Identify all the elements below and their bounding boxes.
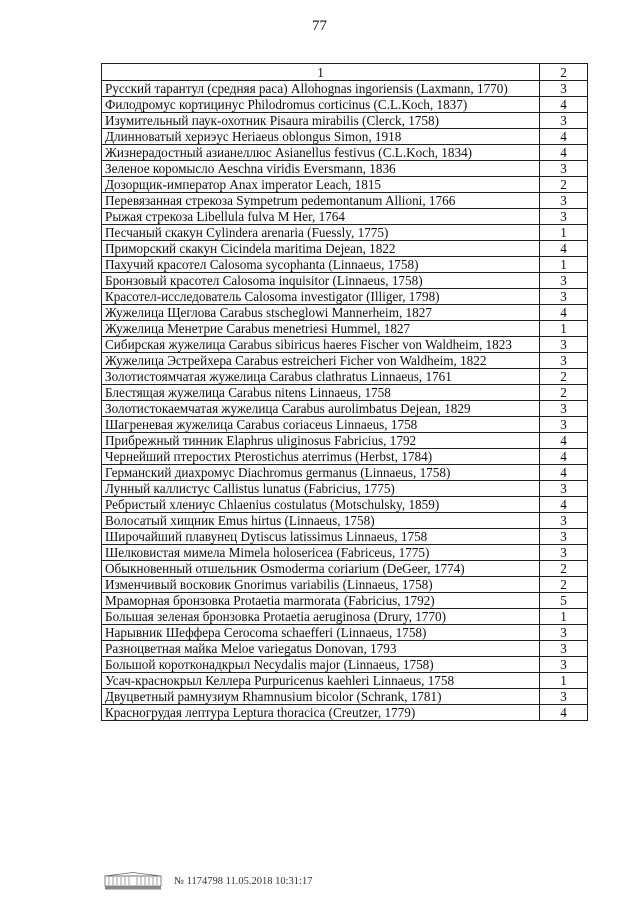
- category-cell: 1: [540, 225, 588, 241]
- category-cell: 3: [540, 353, 588, 369]
- document-stamp: № 1174798 11.05.2018 10:31:17: [174, 875, 313, 887]
- species-name-cell: Изменчивый восковик Gnorimus variabilis (Linnaeus, 1758): [102, 577, 540, 593]
- species-name-cell: Бронзовый красотел Calosoma inquisitor (Linnaeus, 1758): [102, 273, 540, 289]
- table-row: [102, 177, 588, 193]
- table-row: [102, 145, 588, 161]
- category-cell: 3: [540, 625, 588, 641]
- table-row: [102, 161, 588, 177]
- table-row: [102, 305, 588, 321]
- category-cell: 3: [540, 193, 588, 209]
- species-name-cell: Германский диахромус Diachromus germanus (Linnaeus, 1758): [102, 465, 540, 481]
- species-name-cell: Разноцветная майка Meloe variegatus Donovan, 1793: [102, 641, 540, 657]
- table-row: [102, 241, 588, 257]
- species-name-cell: Филодромус кортицинус Philodromus corticinus (C.L.Koch, 1837): [102, 97, 540, 113]
- table-row: [102, 433, 588, 449]
- species-name-cell: Золотистокаемчатая жужелица Carabus aurolimbatus Dejean, 1829: [102, 401, 540, 417]
- species-name-cell: Зеленое коромысло Aeschna viridis Eversmann, 1836: [102, 161, 540, 177]
- table-row: [102, 577, 588, 593]
- species-name-cell: Изумительный паук-охотник Pisaura mirabilis (Clerck, 1758): [102, 113, 540, 129]
- table-row: [102, 513, 588, 529]
- category-cell: 4: [540, 129, 588, 145]
- species-name-cell: Большой коротконадкрыл Necydalis major (Linnaeus, 1758): [102, 657, 540, 673]
- category-cell: 3: [540, 289, 588, 305]
- table-row: [102, 689, 588, 705]
- species-table: [101, 63, 588, 721]
- category-cell: 1: [540, 609, 588, 625]
- table-row: [102, 497, 588, 513]
- category-cell: 5: [540, 593, 588, 609]
- category-cell: 2: [540, 177, 588, 193]
- category-cell: 2: [540, 561, 588, 577]
- species-name-cell: Русский тарантул (средняя раса) Allohognas ingoriensis (Laxmann, 1770): [102, 81, 540, 97]
- table-row: [102, 273, 588, 289]
- species-name-cell: Нарывник Шеффера Cerocoma schaefferi (Linnaeus, 1758): [102, 625, 540, 641]
- government-building-icon: [104, 872, 162, 890]
- species-name-cell: Обыкновенный отшельник Osmoderma coriarium (DeGeer, 1774): [102, 561, 540, 577]
- category-cell: 3: [540, 545, 588, 561]
- table-row: [102, 673, 588, 689]
- category-cell: 4: [540, 433, 588, 449]
- species-name-cell: Сибирская жужелица Carabus sibiricus haeres Fischer von Waldheim, 1823: [102, 337, 540, 353]
- category-cell: 3: [540, 401, 588, 417]
- species-name-cell: Красотел-исследователь Calosoma investigator (Illiger, 1798): [102, 289, 540, 305]
- species-name-cell: Блестящая жужелица Carabus nitens Linnaeus, 1758: [102, 385, 540, 401]
- category-cell: 2: [540, 577, 588, 593]
- category-cell: 4: [540, 497, 588, 513]
- category-cell: 2: [540, 369, 588, 385]
- category-cell: 3: [540, 161, 588, 177]
- table-row: [102, 465, 588, 481]
- table-row: [102, 417, 588, 433]
- footer: [104, 871, 312, 891]
- category-cell: 3: [540, 513, 588, 529]
- category-cell: 3: [540, 417, 588, 433]
- category-cell: 4: [540, 241, 588, 257]
- table-row: [102, 657, 588, 673]
- category-cell: 4: [540, 305, 588, 321]
- table-row: [102, 113, 588, 129]
- table-row: [102, 81, 588, 97]
- table-row: [102, 561, 588, 577]
- species-name-cell: Чернейший птеростих Pterostichus aterrimus (Herbst, 1784): [102, 449, 540, 465]
- species-name-cell: Красногрудая лептура Leptura thoracica (Creutzer, 1779): [102, 705, 540, 721]
- table-row: [102, 609, 588, 625]
- category-cell: 1: [540, 257, 588, 273]
- category-cell: 4: [540, 465, 588, 481]
- species-name-cell: Золотистоямчатая жужелица Carabus clathratus Linnaeus, 1761: [102, 369, 540, 385]
- category-cell: 3: [540, 81, 588, 97]
- species-name-cell: Мраморная бронзовка Protaetia marmorata (Fabricius, 1792): [102, 593, 540, 609]
- table-header-row: [102, 64, 588, 81]
- table-row: [102, 705, 588, 721]
- table-row: [102, 337, 588, 353]
- species-name-cell: Двуцветный рамнузиум Rhamnusium bicolor (Schrank, 1781): [102, 689, 540, 705]
- species-name-cell: Жужелица Эстрейхера Carabus estreicheri Ficher von Waldheim, 1822: [102, 353, 540, 369]
- page-number: 77: [312, 18, 327, 34]
- species-name-cell: Дозорщик-император Anax imperator Leach, 1815: [102, 177, 540, 193]
- species-name-cell: Перевязанная стрекоза Sympetrum pedemontanum Allioni, 1766: [102, 193, 540, 209]
- header-cell-2: 2: [540, 64, 588, 81]
- category-cell: 3: [540, 337, 588, 353]
- table-row: [102, 449, 588, 465]
- category-cell: 3: [540, 113, 588, 129]
- species-name-cell: Усач-краснокрыл Келлера Purpuricenus kaehleri Linnaeus, 1758: [102, 673, 540, 689]
- species-name-cell: Широчайший плавунец Dytiscus latissimus Linnaeus, 1758: [102, 529, 540, 545]
- table-row: [102, 129, 588, 145]
- category-cell: 1: [540, 673, 588, 689]
- table-row: [102, 593, 588, 609]
- table-row: [102, 369, 588, 385]
- species-name-cell: Прибрежный тинник Elaphrus uliginosus Fabricius, 1792: [102, 433, 540, 449]
- species-name-cell: Песчаный скакун Cylindera arenaria (Fuessly, 1775): [102, 225, 540, 241]
- species-name-cell: Жужелица Менетрие Carabus menetriesi Hummel, 1827: [102, 321, 540, 337]
- species-name-cell: Шелковистая мимела Mimela holosericea (Fabriceus, 1775): [102, 545, 540, 561]
- category-cell: 3: [540, 481, 588, 497]
- category-cell: 3: [540, 209, 588, 225]
- table-row: [102, 641, 588, 657]
- table-row: [102, 481, 588, 497]
- species-name-cell: Жизнерадостный азианеллюс Asianellus festivus (C.L.Koch, 1834): [102, 145, 540, 161]
- table-row: [102, 385, 588, 401]
- species-name-cell: Лунный каллистус Callistus lunatus (Fabricius, 1775): [102, 481, 540, 497]
- category-cell: 4: [540, 97, 588, 113]
- category-cell: 3: [540, 641, 588, 657]
- table-row: [102, 353, 588, 369]
- table-row: [102, 625, 588, 641]
- header-cell-1: 1: [102, 64, 540, 81]
- table-row: [102, 529, 588, 545]
- table-row: [102, 209, 588, 225]
- category-cell: 3: [540, 689, 588, 705]
- species-name-cell: Ребристый хлениус Chlaenius costulatus (Motschulsky, 1859): [102, 497, 540, 513]
- category-cell: 3: [540, 273, 588, 289]
- category-cell: 4: [540, 705, 588, 721]
- category-cell: 4: [540, 145, 588, 161]
- species-name-cell: Шагреневая жужелица Carabus coriaceus Linnaeus, 1758: [102, 417, 540, 433]
- species-name-cell: Жужелица Щеглова Carabus stscheglowi Mannerheim, 1827: [102, 305, 540, 321]
- category-cell: 3: [540, 657, 588, 673]
- table-row: [102, 193, 588, 209]
- species-name-cell: Пахучий красотел Calosoma sycophanta (Linnaeus, 1758): [102, 257, 540, 273]
- category-cell: 3: [540, 529, 588, 545]
- species-name-cell: Рыжая стрекоза Libellula fulva M Her, 1764: [102, 209, 540, 225]
- category-cell: 2: [540, 385, 588, 401]
- category-cell: 1: [540, 321, 588, 337]
- category-cell: 4: [540, 449, 588, 465]
- table-row: [102, 289, 588, 305]
- table-row: [102, 401, 588, 417]
- table-row: [102, 545, 588, 561]
- species-name-cell: Длинноватый хериэус Heriaeus oblongus Simon, 1918: [102, 129, 540, 145]
- table-row: [102, 257, 588, 273]
- table-row: [102, 225, 588, 241]
- species-name-cell: Волосатый хищник Emus hirtus (Linnaeus, 1758): [102, 513, 540, 529]
- table-row: [102, 97, 588, 113]
- table-row: [102, 321, 588, 337]
- species-name-cell: Приморский скакун Cicindela maritima Dejean, 1822: [102, 241, 540, 257]
- species-name-cell: Большая зеленая бронзовка Protaetia aeruginosa (Drury, 1770): [102, 609, 540, 625]
